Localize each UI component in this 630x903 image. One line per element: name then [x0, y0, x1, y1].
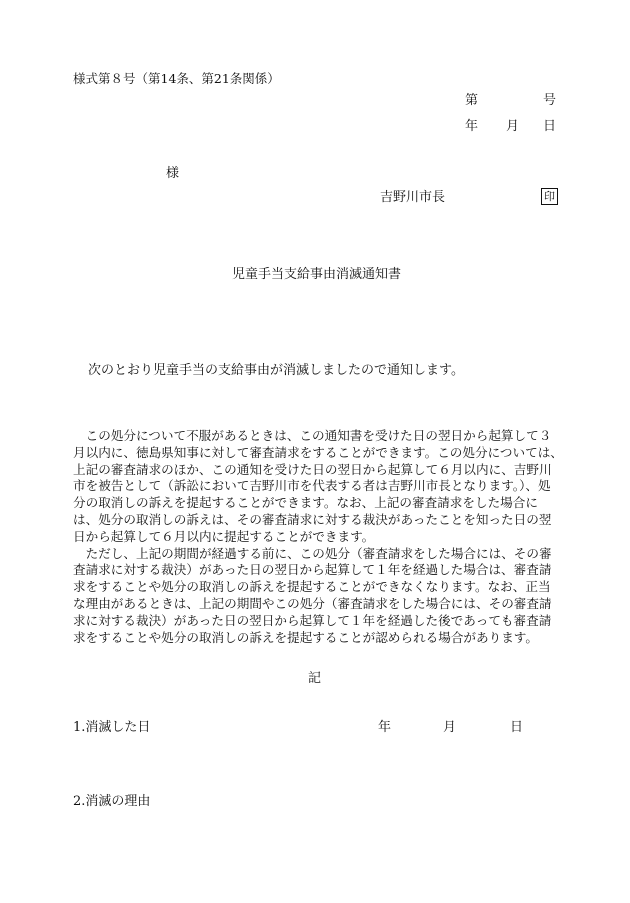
addressee-suffix: 様 — [166, 166, 180, 181]
notice-paragraph-1: この処分について不服があるときは、この通知書を受けた日の翌日から起算して３月以内に、徳島県知事に対して審査請求をすることができます。この処分については、上記の審査請求のほか、この通知を受けた日の翌日から起算して６月以内に、吉野川市を被告として（訴訟において吉野川市を代表する者は吉野川市長となります。）、処分の取消しの訴えを提起することができます。なお、上記の審査請求をした場合には、処分の取消しの訴えは、その審査請求に対する裁決があったことを知った日の翌日から起算して６月以内に提起することができます。 — [73, 428, 563, 544]
intro-text: 次のとおり児童手当の支給事由が消滅しましたので通知します。 — [88, 363, 464, 378]
document-title: 児童手当支給事由消滅通知書 — [232, 267, 402, 282]
ki-heading: 記 — [308, 671, 322, 686]
number-suffix: 号 — [543, 93, 557, 108]
seal-mark: 印 — [541, 188, 558, 205]
number-prefix: 第 — [465, 93, 479, 108]
date-month-label: 月 — [506, 119, 520, 134]
notice-paragraph-2: ただし、上記の期間が経過する前に、この処分（審査請求をした場合には、その審査請求に対する裁決）があった日の翌日から起算して１年を経過した場合は、審査請求をすることや処分の取消しの訴えを提起することができなくなります。なお、正当な理由があるときは、上記の期間やこの処分（審査請求をした場合には、その審査請求に対する裁決）があった日の翌日から起算して１年を経過した後であっても審査請求をすることや処分の取消しの訴えを提起することが認められる場合があります。 — [73, 545, 552, 645]
date-day-label: 日 — [543, 119, 557, 134]
item-extinction-date-label: 1.消滅した日 — [73, 720, 151, 735]
item-extinction-reason-label: 2.消滅の理由 — [73, 794, 151, 809]
issuer-name: 吉野川市長 — [380, 190, 446, 205]
form-number: 様式第８号（第14条、第21条関係） — [73, 71, 280, 86]
date-year-label: 年 — [465, 119, 479, 134]
item-extinction-year: 年 — [378, 720, 392, 735]
item-extinction-day: 日 — [510, 720, 524, 735]
item-extinction-month: 月 — [443, 720, 457, 735]
appeal-notice — [73, 428, 563, 646]
